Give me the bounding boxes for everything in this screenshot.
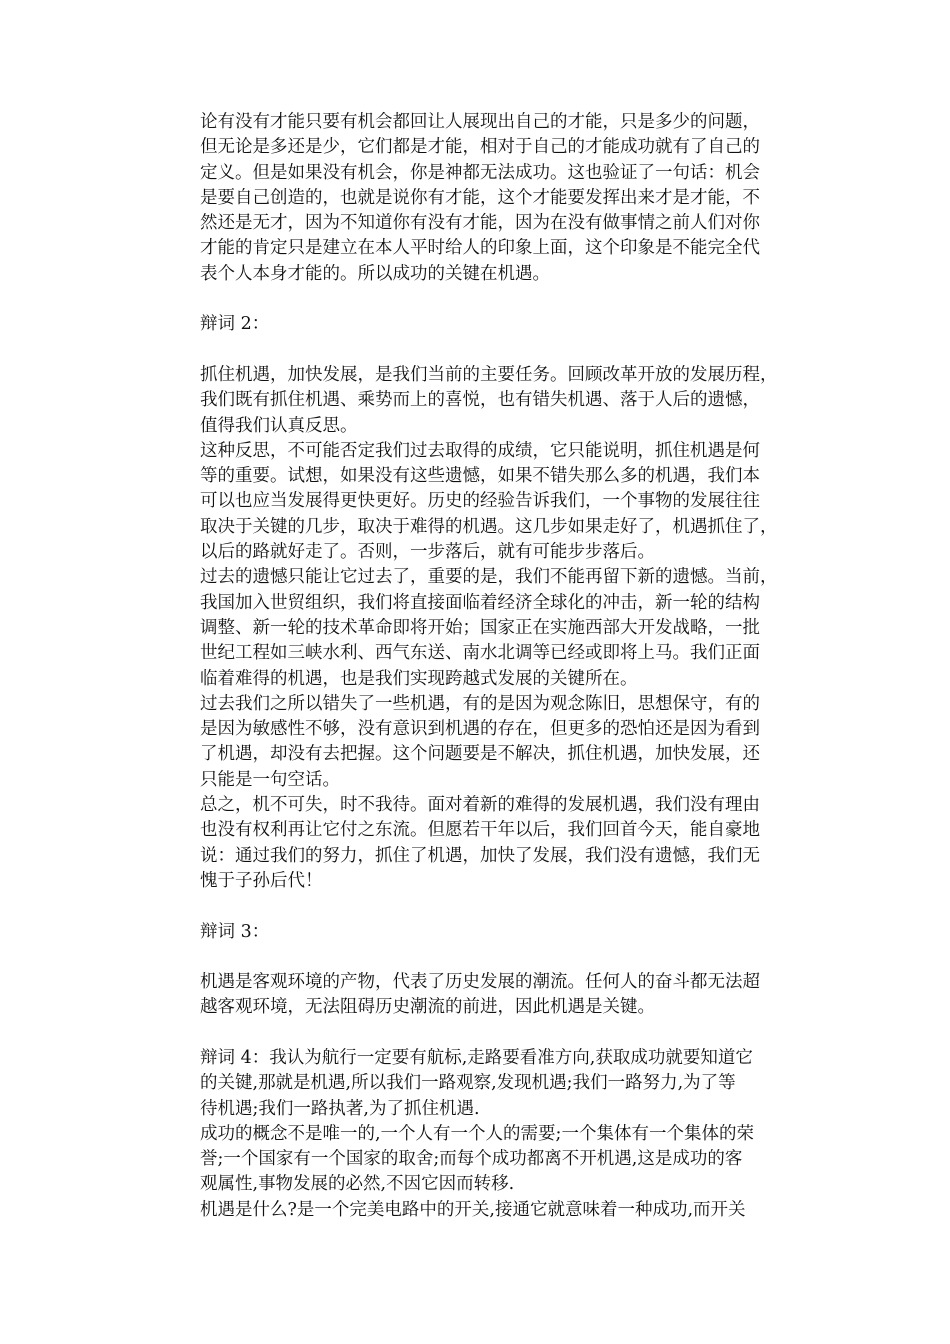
text-line: 观属性,事物发展的必然,不因它因而转移.: [200, 1174, 515, 1195]
text-line: 我国加入世贸组织，我们将直接面临着经济全球化的冲击，新一轮的结构: [200, 592, 760, 613]
text-line: 的关键,那就是机遇,所以我们一路观察,发现机遇;我们一路努力,为了等: [200, 1073, 736, 1094]
text-line: 才能的肯定只是建立在本人平时给人的印象上面，这个印象是不能完全代: [200, 238, 760, 259]
text-line: 辩词 4：我认为航行一定要有航标,走路要看准方向,获取成功就要知道它: [200, 1047, 753, 1068]
text-line: 论有没有才能只要有机会都回让人展现出自己的才能，只是多少的问题，: [200, 112, 760, 132]
text-line: 取决于关键的几步，取决于难得的机遇。这几步如果走好了，机遇抓住了，: [200, 516, 778, 537]
text-line: 待机遇;我们一路执著,为了抓住机遇.: [200, 1098, 480, 1119]
blank-line: [200, 1021, 830, 1046]
blank-line: [200, 894, 830, 919]
text-line: 愧于子孙后代！: [200, 870, 323, 891]
blank-line: [200, 287, 830, 312]
text-line: 可以也应当发展得更快更好。历史的经验告诉我们，一个事物的发展往往: [200, 491, 760, 512]
text-line: 是因为敏感性不够，没有意识到机遇的存在，但更多的恐怕还是因为看到: [200, 719, 760, 740]
paragraph-block-1: [200, 110, 830, 287]
text-line: 机遇是客观环境的产物，代表了历史发展的潮流。任何人的奋斗都无法超: [200, 972, 760, 993]
text-line: 誉;一个国家有一个国家的取舍;而每个成功都离不开机遇,这是成功的客: [200, 1149, 743, 1170]
section-heading-3: 辩词 3：: [200, 921, 270, 942]
paragraph-block-3: [200, 970, 830, 1021]
text-line: 是要自己创造的，也就是说你有才能，这个才能要发挥出来才是才能，不: [200, 187, 760, 208]
text-line: 总之，机不可失，时不我待。面对着新的难得的发展机遇，我们没有理由: [200, 795, 760, 816]
text-line: 过去我们之所以错失了一些机遇，有的是因为观念陈旧，思想保守，有的: [200, 693, 760, 714]
text-line: 表个人本身才能的。所以成功的关键在机遇。: [200, 263, 550, 284]
text-line: 值得我们认真反思。: [200, 415, 358, 436]
text-line: 临着难得的机遇，也是我们实现跨越式发展的关键所在。: [200, 668, 638, 689]
text-line: 也没有权利再让它付之东流。但愿若干年以后，我们回首今天，能自豪地: [200, 820, 760, 841]
text-line: 定义。但是如果没有机会，你是神都无法成功。这也验证了一句话：机会: [200, 162, 760, 183]
section-heading-2: 辩词 2：: [200, 314, 270, 335]
paragraph-block-2: [200, 363, 830, 894]
text-line: 但无论是多还是少，它们都是才能，相对于自己的才能成功就有了自己的: [200, 137, 760, 158]
text-line: 机遇是什么?是一个完美电路中的开关,接通它就意味着一种成功,而开关: [200, 1199, 746, 1220]
text-line: 抓住机遇，加快发展，是我们当前的主要任务。回顾改革开放的发展历程，: [200, 364, 778, 385]
text-line: 然还是无才，因为不知道你有没有才能，因为在没有做事情之前人们对你: [200, 213, 760, 234]
blank-line: [200, 945, 830, 970]
text-line: 了机遇，却没有去把握。这个问题要是不解决，抓住机遇，加快发展，还: [200, 744, 760, 765]
text-line: 这种反思，不可能否定我们过去取得的成绩，它只能说明，抓住机遇是何: [200, 440, 760, 461]
text-line: 越客观环境，无法阻碍历史潮流的前进，因此机遇是关键。: [200, 997, 655, 1018]
text-line: 过去的遗憾只能让它过去了，重要的是，我们不能再留下新的遗憾。当前，: [200, 567, 778, 588]
text-line: 调整、新一轮的技术革命即将开始；国家正在实施西部大开发战略，一批: [200, 617, 760, 638]
text-line: 我们既有抓住机遇、乘势而上的喜悦，也有错失机遇、落于人后的遗憾，: [200, 390, 760, 411]
text-line: 以后的路就好走了。否则，一步落后，就有可能步步落后。: [200, 542, 655, 563]
text-line: 世纪工程如三峡水利、西气东送、南水北调等已经或即将上马。我们正面: [200, 643, 760, 664]
document-page: [200, 110, 830, 1223]
text-line: 只能是一句空话。: [200, 769, 340, 790]
blank-line: [200, 338, 830, 363]
text-line: 等的重要。试想，如果没有这些遗憾，如果不错失那么多的机遇，我们本: [200, 466, 760, 487]
paragraph-block-4: [200, 1046, 830, 1223]
text-line: 说：通过我们的努力，抓住了机遇，加快了发展，我们没有遗憾，我们无: [200, 845, 760, 866]
text-line: 成功的概念不是唯一的,一个人有一个人的需要;一个集体有一个集体的荣: [200, 1123, 754, 1144]
